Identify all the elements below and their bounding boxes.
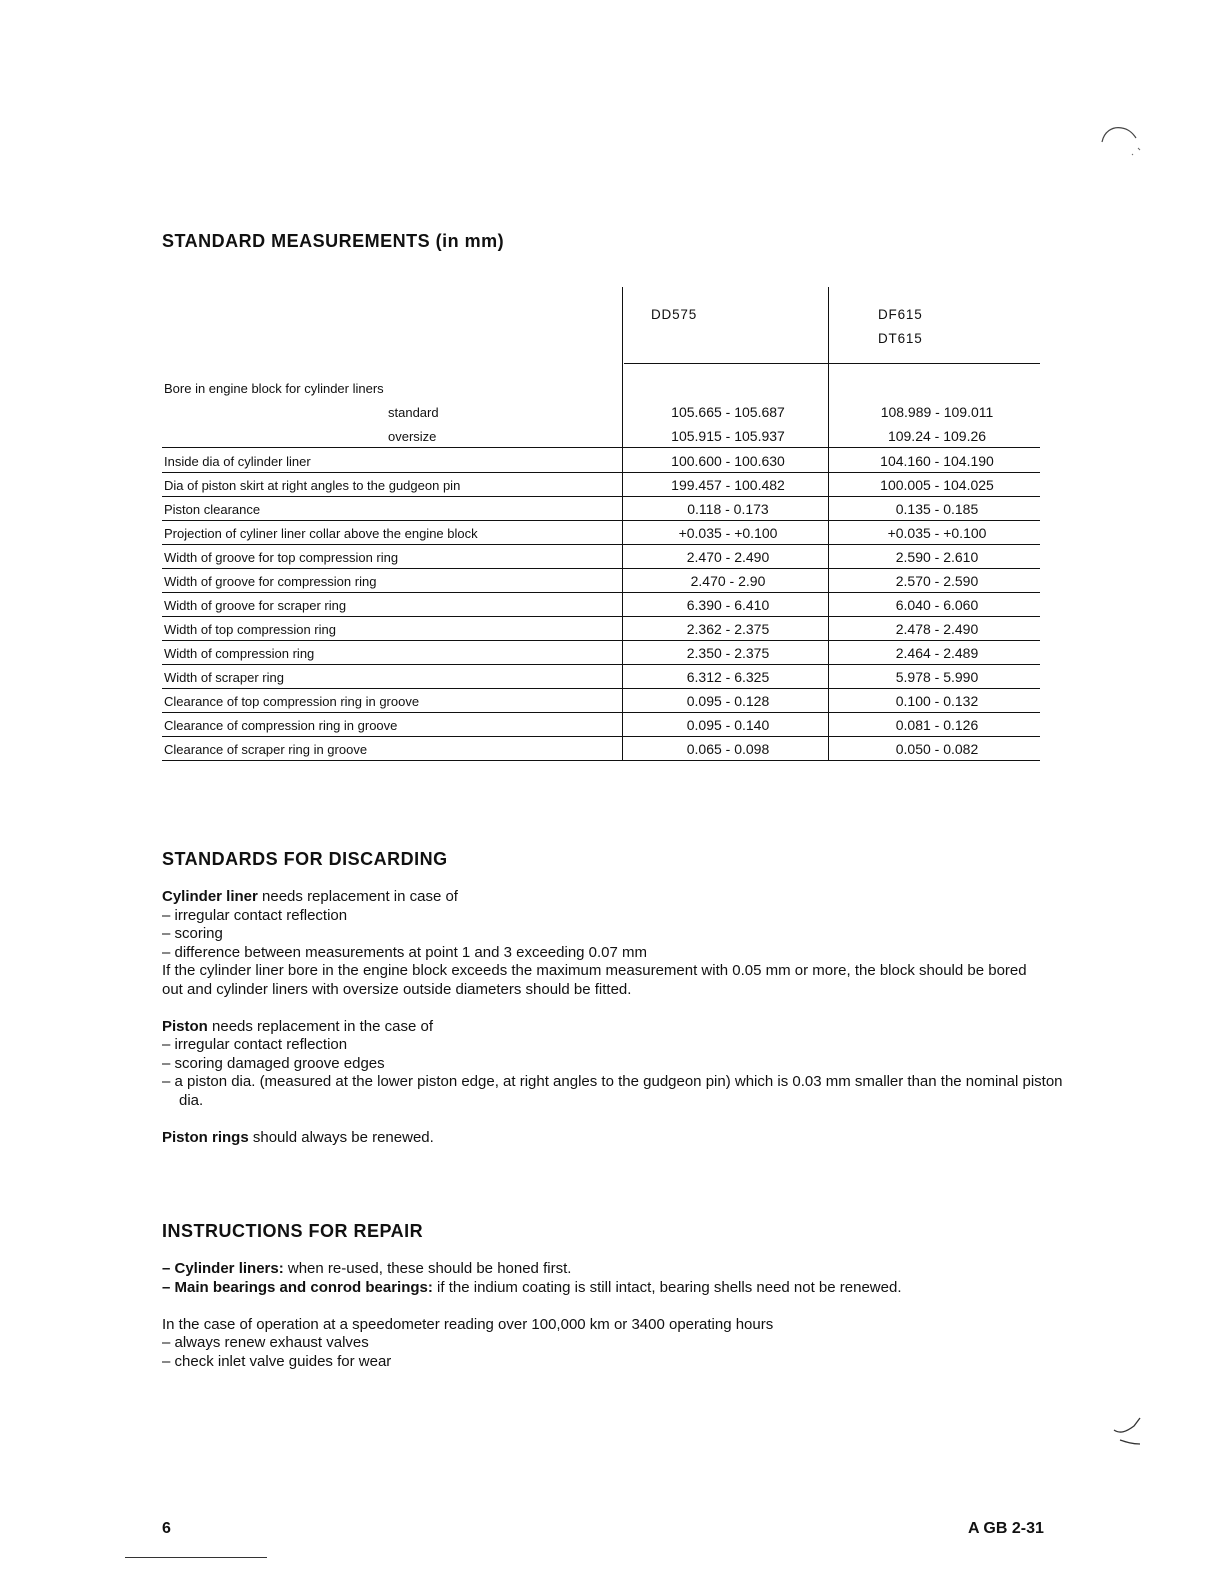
- row-sublabel: standard: [388, 405, 439, 420]
- repair-section: [162, 1260, 1062, 1371]
- discarding-section: [162, 888, 1062, 1147]
- scan-tick-icon: [1110, 1414, 1146, 1448]
- piston-term: Piston: [162, 1017, 208, 1035]
- liner-note: If the cylinder liner bore in the engine block exceeds the maximum measurement with 0.05 mm or more, the block should be bored out and cylinder liners with oversize outside diameters should be fitted.: [162, 962, 1027, 998]
- repair-item-text: if the indium coating is still intact, bearing shells need not be renewed.: [432, 1278, 902, 1296]
- value-dd575: 2.350 - 2.375: [686, 645, 770, 661]
- table-row: [162, 448, 1040, 473]
- value-dd575: 0.118 - 0.173: [687, 501, 769, 517]
- liner-term: Cylinder liner: [162, 888, 258, 905]
- value-dd575: 2.362 - 2.375: [686, 621, 770, 637]
- value-df615: 108.989 - 109.011: [880, 404, 994, 420]
- row-label: Bore in engine block for cylinder liners: [164, 381, 384, 396]
- value-dd575: 0.095 - 0.128: [686, 693, 770, 709]
- value-dd575: 199.457 - 100.482: [671, 477, 785, 493]
- value-df615: 2.478 - 2.490: [895, 621, 979, 637]
- value-df615: 5.978 - 5.990: [895, 669, 979, 685]
- value-dd575: 105.915 - 105.937: [671, 428, 785, 444]
- repair-item: [162, 1279, 1062, 1298]
- list-item: – irregular contact reflection: [162, 1036, 348, 1053]
- value-df615: 0.100 - 0.132: [895, 693, 979, 709]
- page-number: 6: [162, 1520, 171, 1537]
- table-row: [162, 423, 1040, 448]
- value-dd575: 2.470 - 2.90: [690, 573, 766, 589]
- repair-item-term: – Cylinder liners:: [162, 1260, 284, 1277]
- value-dd575: 0.095 - 0.140: [686, 717, 770, 733]
- liner-intro: needs replacement in case of: [257, 888, 458, 905]
- table-row: [162, 544, 1040, 569]
- value-dd575: 6.390 - 6.410: [686, 597, 770, 613]
- value-df615: 2.590 - 2.610: [895, 549, 979, 565]
- row-label: Dia of piston skirt at right angles to the gudgeon pin: [164, 478, 461, 493]
- piston-paragraph: [162, 1018, 1062, 1037]
- document-code: A GB 2-31: [968, 1520, 1044, 1537]
- list-item: – a piston dia. (measured at the lower piston edge, at right angles to the gudgeon pin) which is 0.03 mm smaller than the nominal piston dia.: [162, 1073, 1063, 1109]
- repair-item-term: – Main bearings and conrod bearings:: [162, 1278, 433, 1296]
- value-df615: 109.24 - 109.26: [887, 428, 987, 444]
- row-label: Clearance of scraper ring in groove: [164, 742, 368, 757]
- list-item: – irregular contact reflection: [162, 906, 348, 924]
- col-header-df615: DF615: [878, 307, 923, 322]
- value-df615: 104.160 - 104.190: [880, 453, 994, 469]
- row-label: Width of groove for top compression ring: [164, 550, 399, 565]
- value-df615: 6.040 - 6.060: [895, 597, 979, 613]
- table-row: [162, 496, 1040, 521]
- table-row: [162, 736, 1040, 761]
- value-df615: 0.081 - 0.126: [895, 717, 979, 733]
- discarding-heading: STANDARDS FOR DISCARDING: [162, 849, 448, 869]
- measurements-heading: STANDARD MEASUREMENTS (in mm): [162, 231, 505, 251]
- repair-item: [162, 1260, 1062, 1279]
- repair-item-text: when re-used, these should be honed first.: [283, 1260, 572, 1277]
- scan-speck-icon: [1098, 120, 1146, 160]
- table-row: [162, 592, 1040, 617]
- repair-note: In the case of operation at a speedometer reading over 100,000 km or 3400 operating hours: [162, 1315, 774, 1333]
- value-df615: 0.050 - 0.082: [895, 741, 979, 757]
- value-dd575: 2.470 - 2.490: [686, 549, 770, 565]
- list-item: – scoring damaged groove edges: [162, 1054, 385, 1072]
- table-row: [162, 399, 1040, 423]
- list-item: – always renew exhaust valves: [162, 1334, 369, 1351]
- value-df615: 2.570 - 2.590: [895, 573, 979, 589]
- table-row: [162, 664, 1040, 689]
- value-dd575: 105.665 - 105.687: [671, 404, 785, 420]
- row-label: Projection of cyliner liner collar above the engine block: [164, 526, 478, 541]
- list-item: – check inlet valve guides for wear: [162, 1352, 392, 1370]
- row-label: Width of scraper ring: [164, 670, 284, 685]
- value-df615: +0.035 - +0.100: [887, 525, 987, 541]
- row-sublabel: oversize: [388, 429, 437, 444]
- table-row: [162, 688, 1040, 713]
- value-dd575: 100.600 - 100.630: [671, 453, 785, 469]
- row-label: Inside dia of cylinder liner: [164, 454, 311, 469]
- table-row: [162, 616, 1040, 641]
- scan-bottom-rule: [125, 1557, 267, 1558]
- rings-text: should always be renewed.: [248, 1128, 434, 1146]
- row-label: Width of groove for scraper ring: [164, 598, 347, 613]
- rings-term: Piston rings: [162, 1128, 249, 1146]
- table-row: [162, 712, 1040, 737]
- table-row: [162, 520, 1040, 545]
- row-label: Clearance of compression ring in groove: [164, 718, 398, 733]
- value-df615: 2.464 - 2.489: [895, 645, 979, 661]
- row-label: Width of top compression ring: [164, 622, 336, 637]
- header-rule: [624, 363, 1040, 364]
- value-dd575: 0.065 - 0.098: [686, 741, 770, 757]
- liner-paragraph: [162, 888, 1062, 907]
- value-df615: 0.135 - 0.185: [895, 501, 979, 517]
- list-item: – difference between measurements at point 1 and 3 exceeding 0.07 mm: [162, 943, 648, 961]
- row-label: Width of compression ring: [164, 646, 315, 661]
- value-dd575: 6.312 - 6.325: [686, 669, 770, 685]
- row-label: Clearance of top compression ring in groove: [164, 694, 420, 709]
- value-df615: 100.005 - 104.025: [880, 477, 994, 493]
- piston-intro: needs replacement in the case of: [207, 1017, 433, 1035]
- repair-heading: INSTRUCTIONS FOR REPAIR: [162, 1221, 424, 1241]
- col-header-dt615: DT615: [878, 331, 923, 346]
- list-item: – scoring: [162, 925, 223, 942]
- table-row: [162, 640, 1040, 665]
- row-label: Piston clearance: [164, 502, 261, 517]
- col-header-dd575: DD575: [651, 307, 698, 322]
- table-row: [162, 568, 1040, 593]
- table-row: [162, 472, 1040, 497]
- value-dd575: +0.035 - +0.100: [678, 525, 778, 541]
- table-row: [162, 375, 1040, 399]
- rings-paragraph: [162, 1129, 1062, 1148]
- row-label: Width of groove for compression ring: [164, 574, 377, 589]
